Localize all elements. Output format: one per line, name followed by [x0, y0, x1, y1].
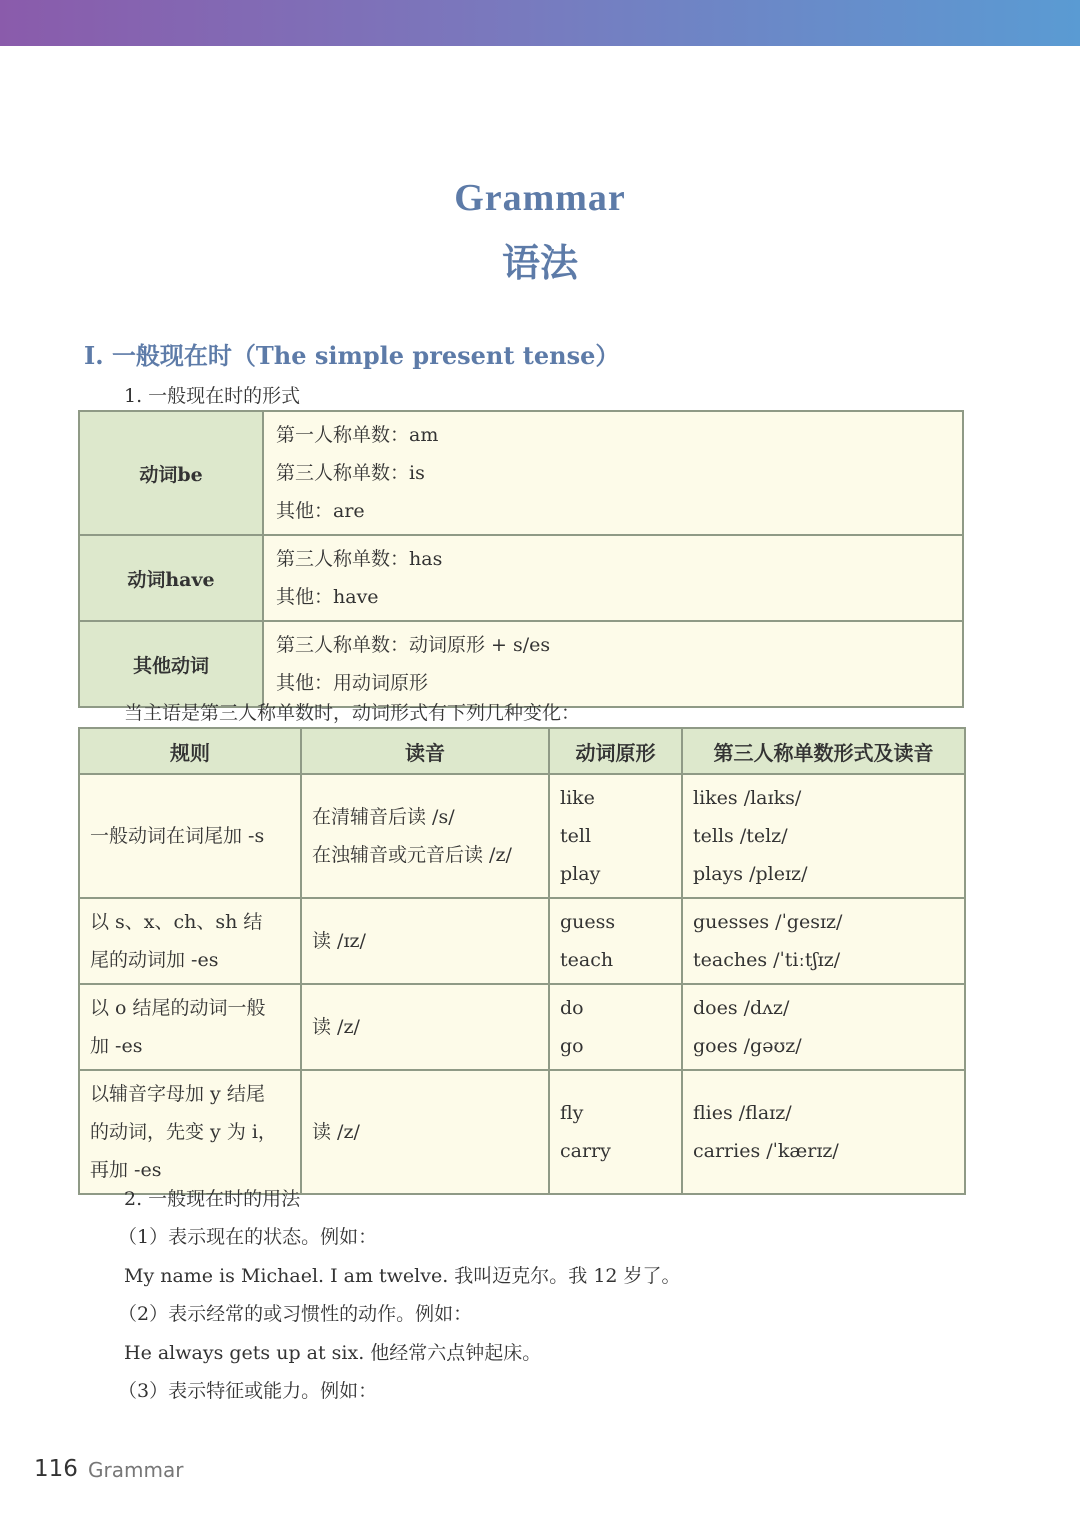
table-row	[79, 898, 965, 984]
cell-line: teaches /ˈtiːtʃɪz/	[693, 949, 841, 971]
column-header: 读音	[301, 728, 549, 774]
cell-line: 的动词，先变 y 为 i，	[90, 1121, 277, 1143]
cell-line: 以 s、x、ch、sh 结	[90, 911, 263, 933]
cell-line: guesses /ˈgesɪz/	[693, 911, 843, 933]
table-row	[79, 621, 963, 707]
footer-label: Grammar	[88, 1458, 184, 1482]
cell-line: 加 -es	[90, 1035, 143, 1057]
cell-line: 在浊辅音或元音后读 /z/	[312, 844, 512, 866]
third-person-rules-table	[78, 727, 966, 1195]
third-cell	[682, 1070, 965, 1194]
cell-line: flies /flaɪz/	[693, 1102, 792, 1124]
subheading-usage: 2. 一般现在时的用法	[124, 1188, 301, 1210]
form-line: 第三人称单数：has	[276, 548, 443, 570]
base-cell	[549, 898, 682, 984]
cell-line: go	[560, 1035, 584, 1057]
cell-line: does /dʌz/	[693, 997, 790, 1019]
rule-cell	[79, 1070, 301, 1194]
table-row	[79, 774, 965, 898]
rule-cell	[79, 774, 301, 898]
cell-line: guess	[560, 911, 616, 933]
cell-line: 读 /z/	[312, 1016, 360, 1038]
table-row	[79, 535, 963, 621]
cell-line: 在清辅音后读 /s/	[312, 806, 455, 828]
form-line: 第三人称单数：is	[276, 462, 425, 484]
usage-line: （2）表示经常的或习惯性的动作。例如：	[118, 1303, 473, 1325]
row-head: 动词have	[79, 535, 263, 621]
base-cell	[549, 774, 682, 898]
base-cell	[549, 1070, 682, 1194]
cell-line: goes /gəʊz/	[693, 1035, 802, 1057]
sound-cell	[301, 1070, 549, 1194]
row-body	[263, 535, 963, 621]
sound-cell	[301, 984, 549, 1070]
cell-line: carry	[560, 1140, 611, 1162]
rule-cell	[79, 984, 301, 1070]
third-cell	[682, 774, 965, 898]
top-color-band	[0, 0, 1080, 46]
page-title-en: Grammar	[454, 177, 626, 219]
usage-line: （3）表示特征或能力。例如：	[118, 1380, 378, 1402]
form-line: 其他：are	[276, 500, 365, 522]
cell-line: tells /telz/	[693, 825, 788, 847]
page-title-zh: 语法	[501, 240, 578, 285]
table-row	[79, 411, 963, 535]
cell-line: fly	[560, 1102, 584, 1124]
sound-cell	[301, 898, 549, 984]
column-header: 动词原形	[549, 728, 682, 774]
cell-line: likes /laɪks/	[693, 787, 802, 809]
rule-cell	[79, 898, 301, 984]
page-number: 116	[34, 1456, 78, 1482]
third-cell	[682, 984, 965, 1070]
third-cell	[682, 898, 965, 984]
column-header: 第三人称单数形式及读音	[682, 728, 965, 774]
cell-line: plays /pleɪz/	[693, 863, 808, 885]
cell-line: 以辅音字母加 y 结尾	[90, 1083, 265, 1105]
sound-cell	[301, 774, 549, 898]
cell-line: 读 /z/	[312, 1121, 360, 1143]
form-line: 其他：have	[276, 586, 379, 608]
form-line: 第一人称单数：am	[276, 424, 439, 446]
usage-example: My name is Michael. I am twelve. 我叫迈克尔。我 12 岁了。	[124, 1265, 681, 1287]
row-head: 动词be	[79, 411, 263, 535]
form-line: 其他：用动词原形	[276, 672, 429, 694]
table-header-row	[79, 728, 965, 774]
cell-line: do	[560, 997, 584, 1019]
verb-forms-table	[78, 410, 964, 708]
row-body	[263, 411, 963, 535]
section-heading: Ⅰ. 一般现在时（The simple present tense）	[84, 341, 620, 370]
cell-line: like	[560, 787, 595, 809]
cell-line: 再加 -es	[90, 1159, 162, 1181]
row-head: 其他动词	[79, 621, 263, 707]
table-row	[79, 1070, 965, 1194]
rules-intro: 当主语是第三人称单数时，动词形式有下列几种变化：	[124, 702, 581, 724]
usage-example: He always gets up at six. 他经常六点钟起床。	[124, 1342, 542, 1364]
row-body	[263, 621, 963, 707]
usage-line: （1）表示现在的状态。例如：	[118, 1226, 378, 1248]
cell-line: play	[560, 863, 601, 885]
cell-line: tell	[560, 825, 592, 847]
cell-line: 一般动词在词尾加 -s	[90, 825, 265, 847]
form-line: 第三人称单数：动词原形 + s/es	[276, 634, 551, 656]
cell-line: 读 /ɪz/	[312, 930, 366, 952]
cell-line: teach	[560, 949, 614, 971]
table-row	[79, 984, 965, 1070]
subheading-forms: 1. 一般现在时的形式	[124, 385, 301, 407]
column-header: 规则	[79, 728, 301, 774]
cell-line: 尾的动词加 -es	[90, 949, 219, 971]
base-cell	[549, 984, 682, 1070]
cell-line: carries /ˈkærɪz/	[693, 1140, 839, 1162]
cell-line: 以 o 结尾的动词一般	[90, 997, 266, 1019]
